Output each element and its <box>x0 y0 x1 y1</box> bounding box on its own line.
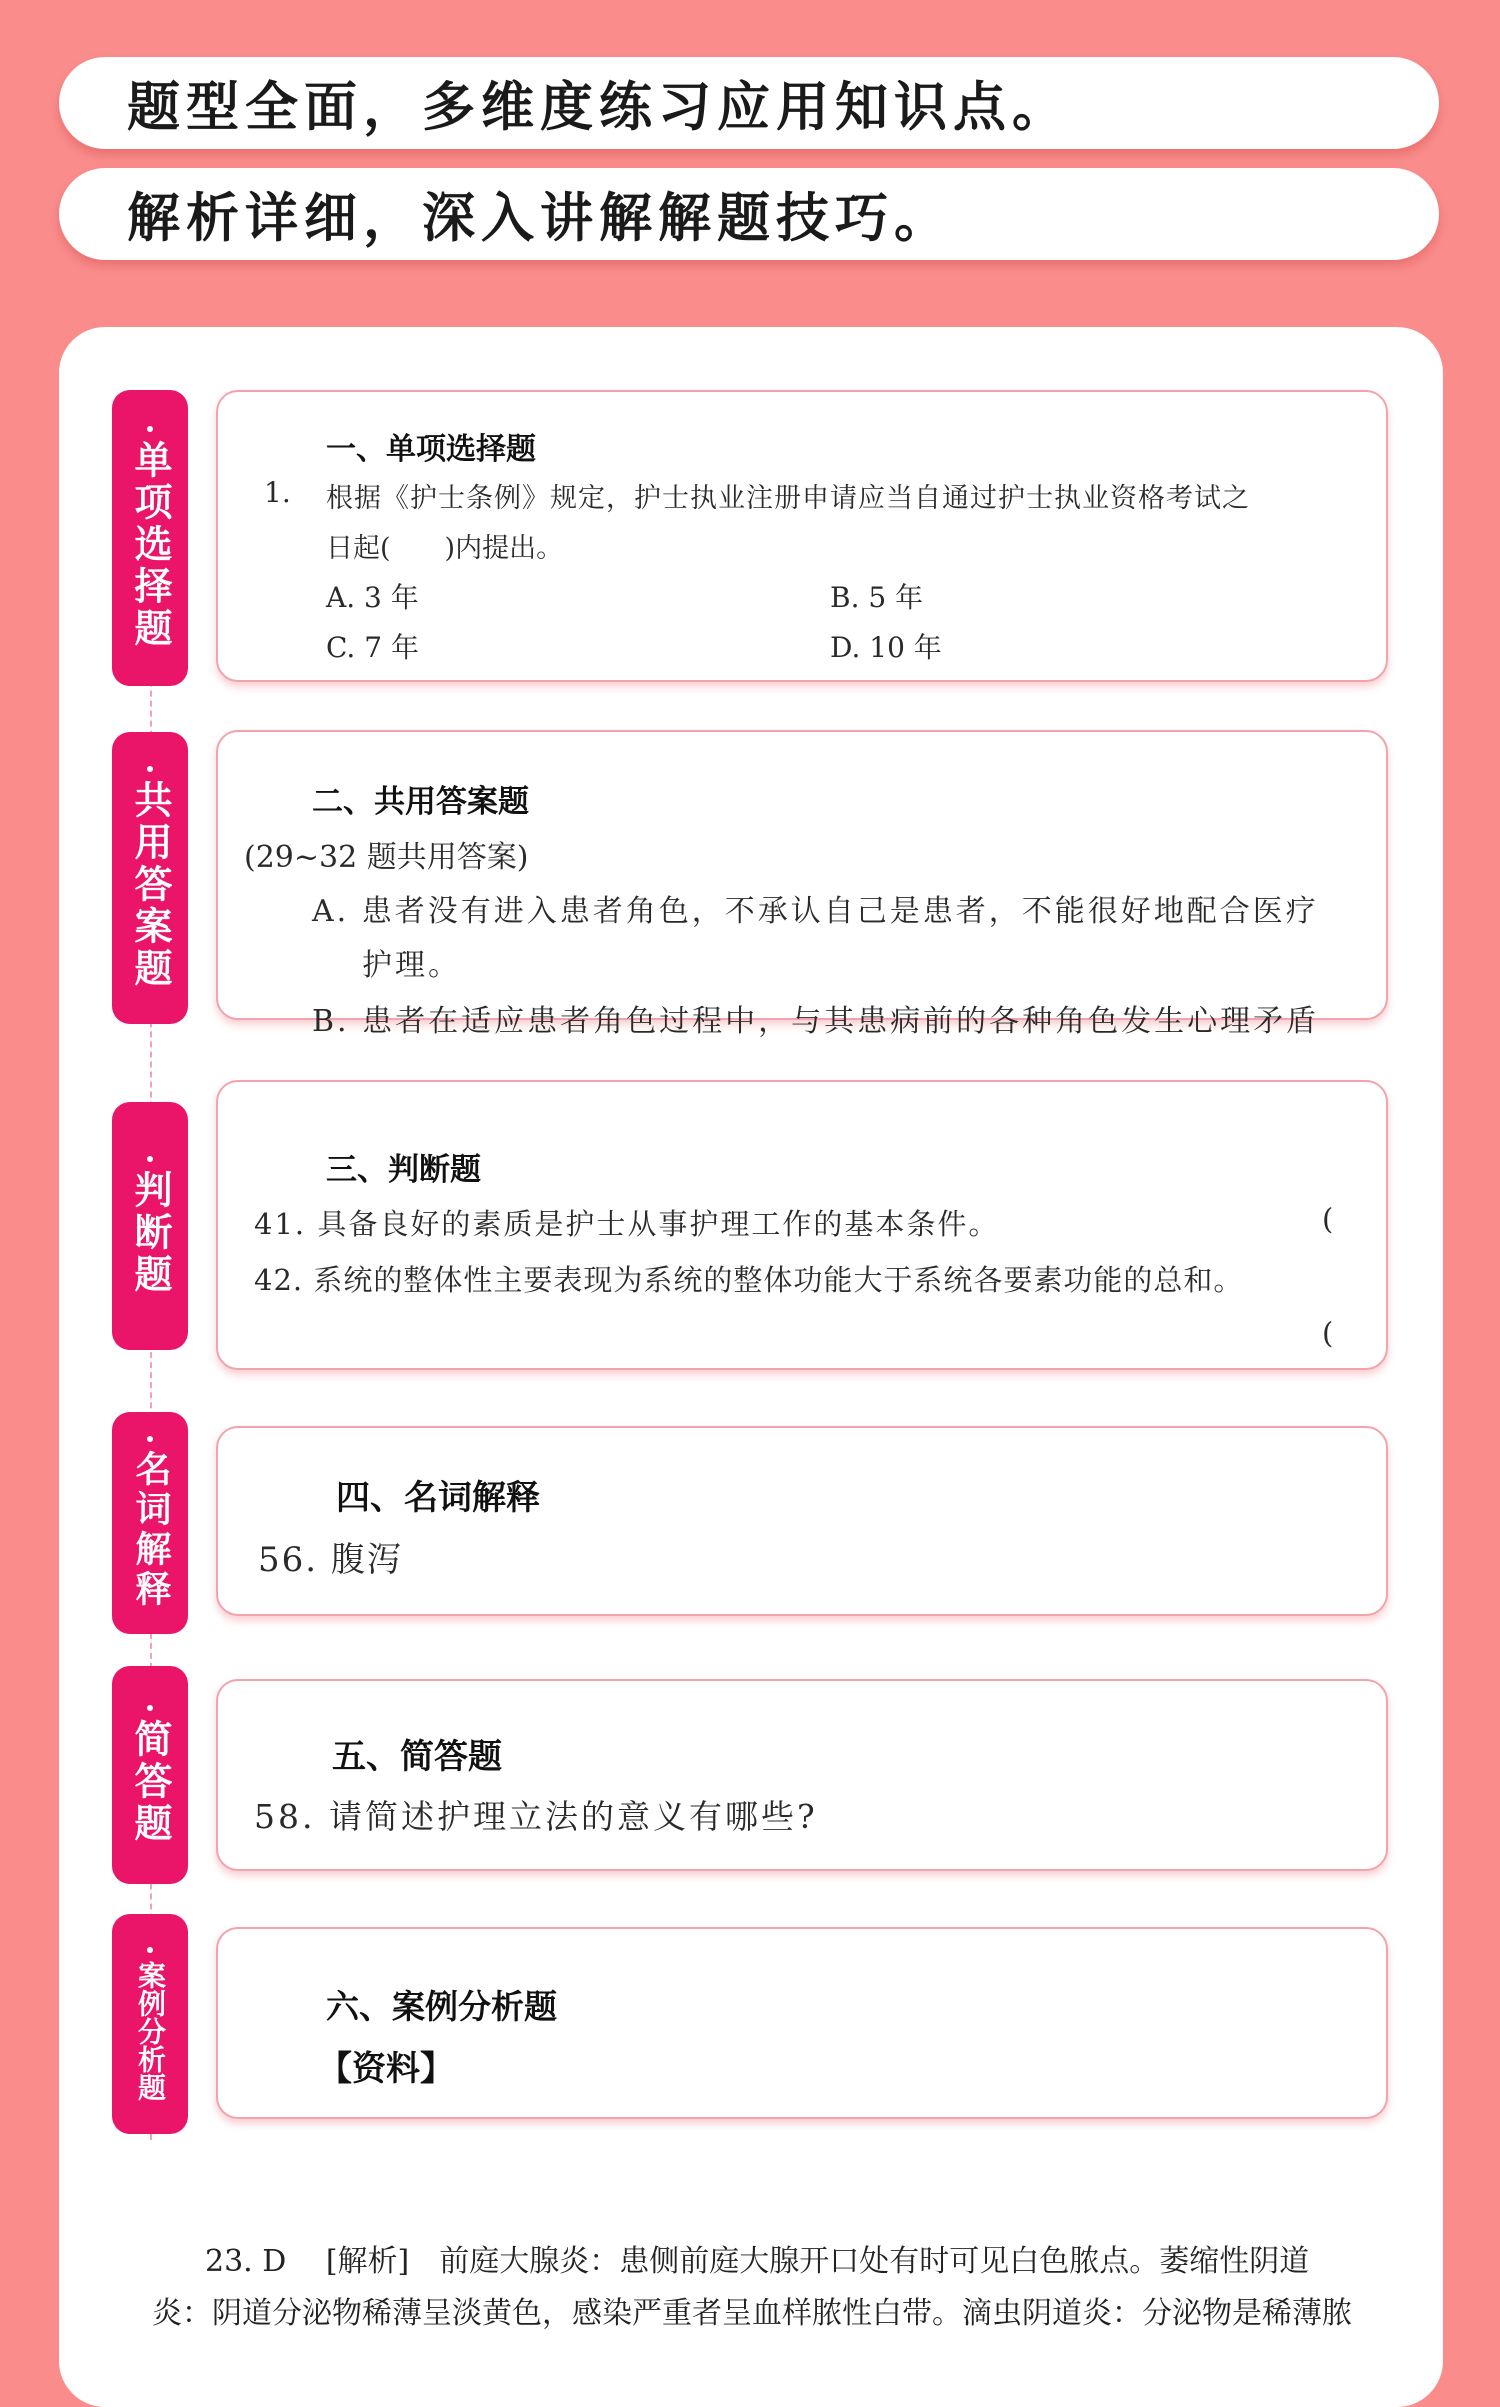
q42-answer-paren: ( <box>1322 1316 1334 1350</box>
q1-stem-line1: 根据《护士条例》规定，护士执业注册申请应当自通过护士执业资格考试之 <box>326 483 1250 514</box>
tab-case-analysis-label: 案例分析题 <box>134 1961 167 2101</box>
q58-text: 58. 请简述护理立法的意义有哪些? <box>254 1797 818 1836</box>
tab-shared-answer <box>112 732 188 1024</box>
q1-stem-line2: 日起( )内提出。 <box>326 533 564 564</box>
tab-true-false <box>112 1102 188 1350</box>
shared-option-a-line2: 护理。 <box>362 948 461 983</box>
card-short-answer-title: 五、简答题 <box>332 1737 502 1777</box>
banner-analysis-text: 解析详细，深入讲解解题技巧。 <box>127 188 953 249</box>
tab-short-answer-label: 简答题 <box>128 1719 172 1845</box>
banner-analysis <box>59 168 1439 260</box>
banner-features-text: 题型全面，多维度练习应用知识点。 <box>127 77 1071 138</box>
answer-explanation-line1: 23. D [解析] 前庭大腺炎：患侧前庭大腺开口处有时可见白色脓点。萎缩性阴道 <box>205 2244 1310 2279</box>
case-material-label: 【资料】 <box>318 2049 454 2089</box>
tab-case-analysis <box>112 1914 188 2134</box>
card-term-explanation-title: 四、名词解释 <box>336 1478 540 1518</box>
q1-number: 1. <box>264 476 291 509</box>
card-single-choice <box>216 390 1388 682</box>
card-true-false <box>216 1080 1388 1370</box>
shared-range: (29~32 题共用答案) <box>244 840 529 875</box>
banner-features <box>59 57 1439 149</box>
tab-term-explanation-label: 名词解释 <box>130 1450 171 1610</box>
q1-option-b: B. 5 年 <box>830 581 924 614</box>
q1-option-d: D. 10 年 <box>830 631 942 664</box>
card-short-answer <box>216 1679 1388 1871</box>
card-case-analysis-title: 六、案例分析题 <box>326 1987 557 2026</box>
q41-answer-paren: ( <box>1322 1202 1334 1236</box>
q41-text: 41. 具备良好的素质是护士从事护理工作的基本条件。 <box>254 1207 1000 1241</box>
shared-option-b-line1: B. 患者在适应患者角色过程中，与其患病前的各种角色发生心理矛盾 <box>312 1004 1320 1039</box>
tab-single-choice <box>112 390 188 686</box>
tab-term-explanation <box>112 1412 188 1634</box>
tab-short-answer <box>112 1666 188 1884</box>
card-single-choice-title: 一、单项选择题 <box>326 432 536 467</box>
q1-option-a: A. 3 年 <box>326 581 419 614</box>
card-shared-answer <box>216 730 1388 1039</box>
tab-shared-answer-label: 共用答案题 <box>128 780 172 990</box>
card-shared-answer-title: 二、共用答案题 <box>312 784 529 820</box>
answer-explanation-line2: 炎：阴道分泌物稀薄呈淡黄色，感染严重者呈血样脓性白带。滴虫阴道炎：分泌物是稀薄脓 <box>152 2296 1352 2331</box>
card-case-analysis <box>216 1927 1388 2119</box>
shared-option-a-line1: A. 患者没有进入患者角色，不承认自己是患者，不能很好地配合医疗 <box>312 894 1319 929</box>
tab-true-false-label: 判断题 <box>128 1170 172 1296</box>
card-term-explanation <box>216 1426 1388 1616</box>
q1-option-c: C. 7 年 <box>326 631 419 664</box>
card-true-false-title: 三、判断题 <box>326 1152 481 1188</box>
q56-text: 56. 腹泻 <box>258 1540 403 1580</box>
q42-text: 42. 系统的整体性主要表现为系统的整体功能大于系统各要素功能的总和。 <box>254 1263 1244 1297</box>
tab-single-choice-label: 单项选择题 <box>128 440 172 650</box>
